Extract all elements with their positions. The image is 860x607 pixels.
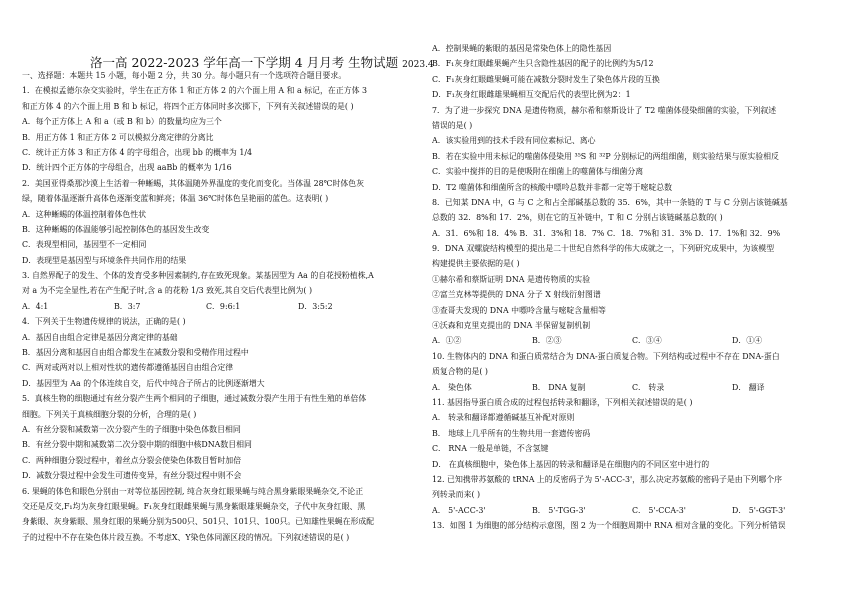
question-11-stem: 11. 基因指导蛋白质合成的过程包括转录和翻译，下列相关叙述错误的是( ) — [432, 397, 693, 407]
question-9-options — [432, 333, 844, 348]
question-9-item-1: ①赫尔希和蔡斯证明 DNA 是遗传物质的实验 — [432, 274, 591, 284]
question-10-option-d: D． 翻译 — [732, 382, 765, 392]
question-10-stem: 10. 生物体内的 DNA 和蛋白质常结合为 DNA-蛋白质复合物。下列结构或过程中不存在 DNA-蛋白 — [432, 351, 780, 361]
question-9-item-4: ④沃森和克里克提出的 DNA 半保留复制机制 — [432, 321, 591, 331]
title-text: 洛一高 2022-2023 学年高一下学期 4 月月考 生物试题 — [90, 55, 399, 70]
question-1-option-a: A．每个正方体上 A 和 a（或 B 和 b）的数量均应为三个 — [22, 117, 222, 127]
question-3-option-b: B．3:7 — [114, 301, 141, 311]
question-10-option-b: B． DNA 复制 — [532, 382, 586, 392]
question-4-stem: 4．下列关于生物遗传规律的说法，正确的是( ) — [22, 317, 186, 327]
question-9-stem: 9．DNA 双螺旋结构模型的提出是二十世纪自然科学的伟大成就之一，下列研究成果中，为该模型 — [432, 244, 775, 254]
question-11-option-c: C． RNA 一般是单链，不含氢键 — [432, 444, 549, 454]
question-8-options: A．31．6%和 18．4% B．31．3%和 18．7% C．18．7%和 31．3% D．17．1%和 32．9% — [432, 228, 781, 238]
question-2-stem-cont: 绿，随着体温逐渐升高体色逐渐变蓝和鲜亮；体温 36℃时体色呈艳丽的蓝色。这表明( ) — [22, 194, 329, 204]
question-1-stem-cont: 和正方体 4 的六个面上用 B 和 b 标记，将四个正方体同时多次掷下，下列有关叙述错误的是( ) — [22, 101, 354, 111]
question-5-option-c: C．两种细胞分裂过程中，着丝点分裂会使染色体数目暂时加倍 — [22, 455, 242, 465]
question-3-options — [22, 299, 422, 314]
question-11-option-b: B． 地球上几乎所有的生物共用一套遗传密码 — [432, 428, 591, 438]
question-5-option-a: A．有丝分裂和减数第一次分裂产生的子细胞中染色体数目相同 — [22, 424, 241, 434]
question-3-option-a: A．4:1 — [22, 301, 49, 311]
question-3-option-c: C．9:6:1 — [206, 301, 241, 311]
left-column — [22, 68, 422, 545]
question-9-option-b: B．②③ — [532, 336, 562, 346]
question-6-stem-cont: 交还是反交,F₁均为灰身红眼果蝇。F₁灰身红眼雌果蝇与黑身紫眼雄果蝇杂交，子代中灰身红眼、黑 — [22, 501, 366, 511]
question-10-option-c: C． 转录 — [632, 382, 665, 392]
question-9-option-d: D．①④ — [732, 336, 762, 346]
question-12-options — [432, 503, 844, 518]
question-1-option-b: B．用正方体 1 和正方体 2 可以模拟分离定律的分离比 — [22, 132, 214, 142]
question-12-stem: 12. 已知携带苏氨酸的 tRNA 上的反密码子为 5'-ACC-3'，那么决定苏氨酸的密码子是由下列哪个序 — [432, 474, 783, 484]
question-2-stem: 2．美国亚得桑那沙漠上生活着一种蜥蜴，其体温随外界温度的变化而变化。当体温 28℃时体色灰 — [22, 178, 365, 188]
question-3-option-d: D．3:5:2 — [298, 301, 333, 311]
question-2-option-a: A．这种蜥蜴的体温控制着体色性状 — [22, 209, 147, 219]
question-8-stem-cont: 总数的 32．8%和 17．2%，则在它的互补链中，T 和 C 分别占该链碱基总数的( ) — [432, 213, 723, 223]
question-6-option-c: C．F₁灰身红眼雌果蝇可能在减数分裂时发生了染色体片段的互换 — [432, 74, 660, 84]
question-3-stem-cont: 对 a 为不完全显性,若在产生配子时,含 a 的花粉 1/3 致死,其自交后代表型比例为( ) — [22, 286, 313, 296]
question-10-option-a: A． 染色体 — [432, 382, 472, 392]
question-5-option-b: B．有丝分裂中期和减数第二次分裂中期的细胞中核DNA数目相同 — [22, 440, 252, 450]
exam-date: 2023.4 — [402, 60, 434, 70]
question-5-option-d: D．减数分裂过程中会发生可遗传变异，有丝分裂过程中则不会 — [22, 471, 242, 481]
question-7-option-a: A．该实验用到的技术手段有同位素标记、离心 — [432, 136, 596, 146]
section-heading: 一、选择题：本题共 15 小题，每小题 2 分，共 30 分。每小题只有一个选项符合题目要求。 — [22, 71, 347, 80]
question-1-option-c: C．统计正方体 3 和正方体 4 的字母组合，出现 bb 的概率为 1/4 — [22, 147, 253, 157]
question-9-stem-cont: 构建提供主要依据的是( ) — [432, 259, 520, 269]
question-10-options — [432, 380, 844, 395]
question-4-option-c: C．两对或两对以上相对性状的遗传都遵循基因自由组合定律 — [22, 363, 234, 373]
question-1-option-d: D．统计四个正方体的字母组合，出现 aaBb 的概率为 1/16 — [22, 163, 232, 173]
question-1-stem: 1．在模拟孟德尔杂交实验时，学生在正方体 1 和正方体 2 的六个面上用 A 和 a 标记，在正方体 3 — [22, 86, 368, 96]
question-11-option-a: A． 转录和翻译都遵循碱基互补配对原则 — [432, 413, 575, 423]
question-5-stem: 5．真核生物的细胞通过有丝分裂产生两个相同的子细胞，通过减数分裂产生用于有性生殖的单倍体 — [22, 394, 367, 404]
question-4-option-a: A．基因自由组合定律是基因分离定律的基础 — [22, 332, 178, 342]
question-4-option-d: D．基因型为 Aa 的个体连续自交，后代中纯合子所占的比例逐渐增大 — [22, 378, 265, 388]
question-6-stem-cont: 子的过程中不存在染色体片段互换。不考虑X、Y染色体同源区段的情况。下列叙述错误的是( ) — [22, 532, 350, 542]
question-9-item-2: ②富兰克林等提供的 DNA 分子 X 射线衍射图谱 — [432, 290, 601, 300]
question-2-option-d: D．表现型是基因型与环境条件共同作用的结果 — [22, 255, 187, 265]
question-7-stem-cont: 错误的是( ) — [432, 120, 473, 130]
question-5-stem-cont: 细胞。下列关于真核细胞分裂的分析，合理的是( ) — [22, 409, 197, 419]
question-7-option-d: D．T2 噬菌体和细菌所含的核酸中嘌呤总数并非都一定等于嘧啶总数 — [432, 182, 673, 192]
question-11-option-d: D． 在真核细胞中，染色体上基因的转录和翻译是在细胞内的不同区室中进行的 — [432, 459, 710, 469]
question-12-option-d: D． 5'-GGT-3' — [732, 505, 786, 515]
question-4-option-b: B．基因分离和基因自由组合都发生在减数分裂和受精作用过程中 — [22, 348, 249, 358]
question-9-item-3: ③查哥夫发现的 DNA 中嘌呤含量与嘧啶含量相等 — [432, 305, 606, 315]
question-3-stem: 3. 自然界配子的发生、个体的发育受多种因素制约,存在致死现象。某基因型为 Aa 的自花授粉植株,A — [22, 271, 374, 281]
question-6-stem: 6. 果蝇的体色和眼色分别由一对等位基因控制, 纯合灰身红眼果蝇与纯合黑身紫眼果蝇杂交,不论正 — [22, 486, 364, 496]
question-8-stem: 8．已知某 DNA 中，G 与 C 之和占全部碱基总数的 35．6%，其中一条链的 T 与 C 分别占该链碱基 — [432, 197, 788, 207]
question-10-stem-cont: 质复合物的是( ) — [432, 367, 489, 377]
question-9-option-a: A．①② — [432, 336, 462, 346]
question-6-option-a: A．控制果蝇的紫眼的基因是常染色体上的隐性基因 — [432, 44, 612, 53]
question-6-option-d: D．F₁灰身红眼雌雄果蝇相互交配后代的表型比例为2：1 — [432, 90, 631, 100]
question-12-option-c: C． 5'-CCA-3' — [632, 505, 686, 515]
question-13-stem: 13．如图 1 为细胞的部分结构示意图，图 2 为一个细胞周期中 RNA 相对含量的变化。下列分析错误 — [432, 521, 786, 531]
question-2-option-b: B．这种蜥蜴的体温能够引起控制体色的基因发生改变 — [22, 224, 210, 234]
question-12-option-a: A． 5'-ACC-3' — [432, 505, 486, 515]
question-9-option-c: C．③④ — [632, 336, 662, 346]
question-2-option-c: C．表现型相同，基因型不一定相同 — [22, 240, 147, 250]
right-column — [432, 41, 844, 534]
question-12-option-b: B． 5'-TGG-3' — [532, 505, 586, 515]
question-7-option-c: C．实验中搅拌的目的是使吸附在细菌上的噬菌体与细菌分离 — [432, 167, 644, 177]
question-7-option-b: B．若在实验中用未标记的噬菌体侵染用 ³⁵S 和 ³²P 分别标记的两组细菌，则实验结果与原实验相反 — [432, 151, 779, 161]
question-12-stem-cont: 列转录而来( ) — [432, 490, 481, 500]
question-6-option-b: B．F₁灰身红眼雌果蝇产生只含隐性基因的配子的比例约为5/12 — [432, 59, 654, 69]
question-6-stem-cont: 身紫眼、灰身紫眼、黑身红眼的果蝇分别为500只、501只、101只、100只。已知雄性果蝇在形成配 — [22, 517, 375, 527]
question-7-stem: 7．为了进一步探究 DNA 是遗传物质，赫尔希和蔡斯设计了 T2 噬菌体侵染细菌的实验，下列叙述 — [432, 105, 777, 115]
